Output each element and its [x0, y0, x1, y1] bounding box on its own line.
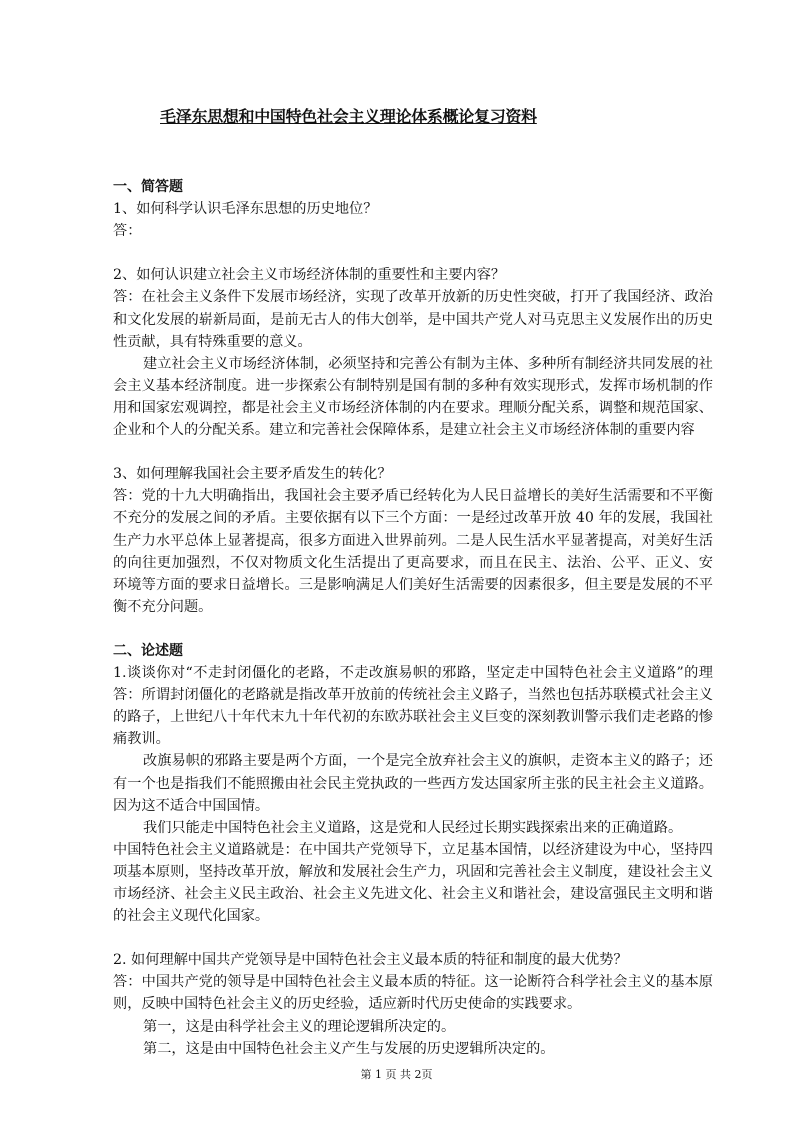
- text-line: 我们只能走中国特色社会主义道路，这是党和人民经过长期实践探索出来的正确道路。: [143, 819, 683, 836]
- text-line: 建立社会主义市场经济体制，必须坚持和完善公有制为主体、多种所有制经济共同发展的社: [143, 355, 713, 372]
- text-line: 企业和个人的分配关系。建立和完善社会保障体系，是建立社会主义市场经济体制的重要内容: [113, 422, 695, 439]
- text-line: 的社会主义现代化国家。: [113, 908, 270, 925]
- text-line: 2. 如何理解中国共产党领导是中国特色社会主义最本质的特征和制度的最大优势？: [113, 952, 628, 969]
- blank-line: [113, 441, 713, 463]
- text-line: 2、如何认识建立社会主义市场经济体制的重要性和主要内容？: [113, 267, 506, 284]
- text-line: 3、如何理解我国社会主要矛盾发生的转化？: [113, 466, 392, 483]
- blank-line: [113, 242, 713, 264]
- text-line: 市场经济、社会主义民主政治、社会主义先进文化、社会主义和谐社会，建设富强民主文明和谐: [113, 886, 713, 902]
- text-line: 和文化发展的崭新局面，是前无古人的伟大创举，是中国共产党人对马克思主义发展作出的历史: [113, 311, 713, 328]
- document-title: 毛泽东思想和中国特色社会主义理论体系概论复习资料: [160, 107, 537, 126]
- document-body: [113, 176, 713, 1060]
- text-line: 痛教训。: [113, 731, 170, 748]
- text-line: 的路子，上世纪八十年代末九十年代初的东欧苏联社会主义巨变的深刻教训警示我们走老路的惨: [113, 709, 713, 726]
- text-line: 中国特色社会主义道路就是：在中国共产党领导下，立足基本国情，以经济建设为中心，坚持四: [113, 841, 713, 858]
- text-line: 环境等方面的要求日益增长。三是影响满足人们美好生活需要的因素很多，但主要是发展的不平: [113, 576, 713, 593]
- page-footer: 第 1 页 共 2页: [360, 1068, 433, 1081]
- text-line: 性贡献，具有特殊重要的意义。: [113, 333, 312, 350]
- text-line: 因为这不适合中国国情。: [113, 797, 270, 814]
- text-line: 答：: [113, 223, 142, 240]
- text-line: 不充分的发展之间的矛盾。主要依据有以下三个方面：一是经过改革开放 40 年的发展，我国社: [113, 510, 713, 527]
- text-line: 则，反映中国特色社会主义的历史经验，适应新时代历史使命的实践要求。: [113, 996, 582, 1013]
- text-line: 答：在社会主义条件下发展市场经济，实现了改革开放新的历史性突破，打开了我国经济、政治: [113, 289, 713, 306]
- text-line: 的向往更加强烈，不仅对物质文化生活提出了更高要求，而且在民主、法治、公平、正义、安: [113, 554, 713, 571]
- section-heading: 一、简答题: [113, 179, 183, 195]
- text-line: 生产力水平总体上显著提高，很多方面进入世界前列。二是人民生活水平显著提高，对美好生活: [113, 532, 713, 549]
- text-line: 会主义基本经济制度。进一步探索公有制特别是国有制的多种有效实现形式，发挥市场机制的作: [113, 377, 713, 394]
- text-line: 答：中国共产党的领导是中国特色社会主义最本质的特征。这一论断符合科学社会主义的基本原: [113, 974, 713, 991]
- text-line: 答：所谓封闭僵化的老路就是指改革开放前的传统社会主义路子，当然也包括苏联模式社会主义: [113, 687, 713, 704]
- text-line: 有一个也是指我们不能照搬由社会民主党执政的一些西方发达国家所主张的民主社会主义道路。: [113, 775, 713, 792]
- text-line: 答：党的十九大明确指出，我国社会主要矛盾已经转化为人民日益增长的美好生活需要和不平衡: [113, 488, 713, 505]
- blank-line: [113, 618, 713, 640]
- section-heading: 二、论述题: [113, 642, 183, 659]
- text-line: 用和国家宏观调控，都是社会主义市场经济体制的内在要求。理顺分配关系，调整和规范国家、: [113, 399, 713, 416]
- text-line: 第二，这是由中国特色社会主义产生与发展的历史逻辑所决定的。: [143, 1040, 555, 1057]
- text-line: 1、如何科学认识毛泽东思想的历史地位？: [113, 201, 378, 218]
- text-line: 衡不充分问题。: [113, 598, 213, 615]
- blank-line: [113, 927, 713, 949]
- text-line: 项基本原则，坚持改革开放，解放和发展社会生产力，巩固和完善社会主义制度，建设社会主义: [113, 863, 713, 880]
- text-line: 1.谈谈你对“不走封闭僵化的老路，不走改旗易帜的邪路，坚定走中国特色社会主义道路”的理: [113, 665, 713, 682]
- text-line: 第一，这是由科学社会主义的理论逻辑所决定的。: [143, 1018, 456, 1035]
- text-line: 改旗易帜的邪路主要是两个方面，一个是完全放弃社会主义的旗帜，走资本主义的路子；还: [143, 753, 713, 770]
